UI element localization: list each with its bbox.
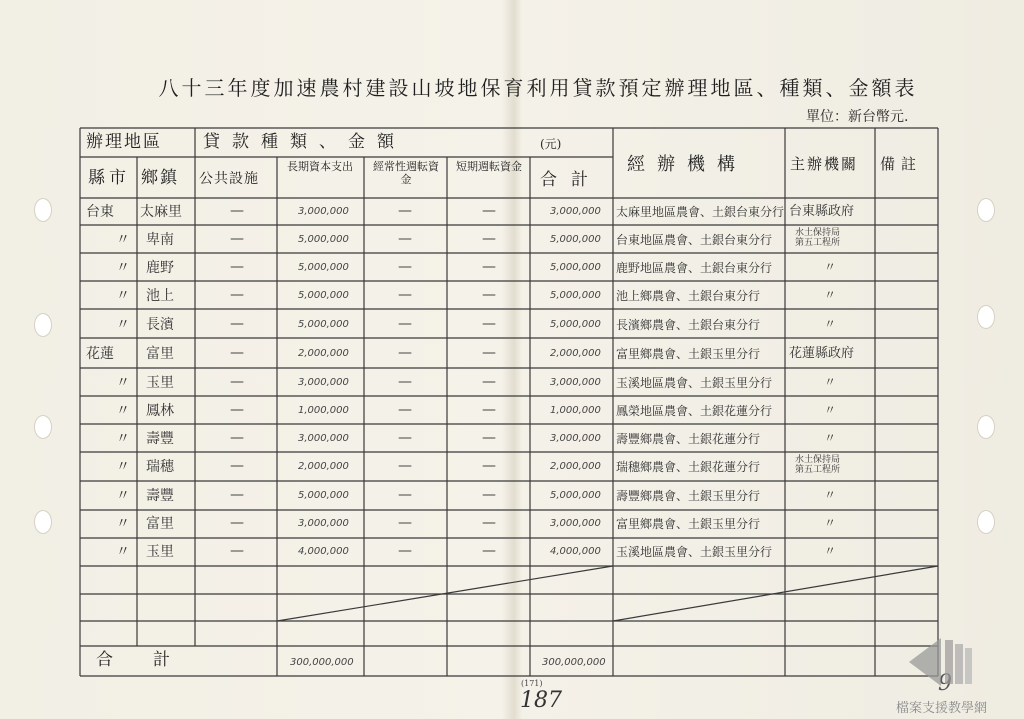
sponsor-cell: 〃 — [824, 260, 837, 274]
total-cell: 2,000,000 — [550, 461, 601, 472]
long-term-cell: 5,000,000 — [298, 234, 349, 245]
sponsor-cell: 〃 — [824, 403, 837, 417]
header-short-term: 短期週転資金 — [456, 160, 522, 173]
long-term-total: 300,000,000 — [290, 657, 354, 668]
header-area-group: 辦理地區 — [86, 132, 162, 152]
public-cell: — — [230, 287, 244, 303]
town-cell: 卑南 — [146, 232, 174, 248]
public-cell: — — [230, 316, 244, 332]
county-cell: 〃 — [116, 288, 130, 304]
header-town: 鄉鎮 — [141, 168, 179, 188]
agency-cell: 富里鄉農會、土銀玉里分行 — [616, 517, 761, 531]
short-term-cell: — — [482, 458, 496, 474]
sponsor-cell: 水土保持局第五工程所 — [795, 455, 841, 475]
town-cell: 鳳林 — [146, 403, 174, 419]
sponsor-cell: 〃 — [824, 488, 837, 502]
long-term-cell: 3,000,000 — [298, 206, 349, 217]
county-cell: 台東 — [86, 204, 114, 220]
operating-cell: — — [398, 515, 412, 531]
town-cell: 玉里 — [146, 375, 174, 391]
agency-cell: 鹿野地區農會、土銀台東分行 — [616, 261, 773, 275]
operating-cell: — — [398, 374, 412, 390]
short-term-cell: — — [482, 345, 496, 361]
archive-logo-icon — [905, 632, 975, 692]
total-cell: 5,000,000 — [550, 290, 601, 301]
county-cell: 〃 — [116, 403, 130, 419]
town-cell: 壽豐 — [146, 488, 174, 504]
operating-cell: — — [398, 231, 412, 247]
county-cell: 花蓮 — [86, 346, 114, 362]
long-term-cell: 3,000,000 — [298, 518, 349, 529]
total-cell: 5,000,000 — [550, 262, 601, 273]
header-public: 公共設施 — [199, 171, 259, 187]
county-cell: 〃 — [116, 375, 130, 391]
town-cell: 長濱 — [146, 317, 174, 333]
short-term-cell: — — [482, 231, 496, 247]
long-term-cell: 1,000,000 — [298, 405, 349, 416]
sponsor-cell: 〃 — [824, 544, 837, 558]
long-term-cell: 3,000,000 — [298, 377, 349, 388]
short-term-cell: — — [482, 316, 496, 332]
agency-cell: 池上鄉農會、土銀台東分行 — [616, 289, 761, 303]
header-long-term: 長期資本支出 — [287, 160, 353, 173]
binder-hole — [34, 510, 52, 534]
public-cell: — — [230, 259, 244, 275]
operating-cell: — — [398, 402, 412, 418]
public-cell: — — [230, 374, 244, 390]
public-cell: — — [230, 430, 244, 446]
public-cell: — — [230, 203, 244, 219]
town-cell: 太麻里 — [140, 204, 182, 220]
total-label: 合計 — [96, 650, 210, 670]
town-cell: 池上 — [146, 288, 174, 304]
total-cell: 5,000,000 — [550, 490, 601, 501]
short-term-cell: — — [482, 543, 496, 559]
public-cell: — — [230, 402, 244, 418]
short-term-cell: — — [482, 374, 496, 390]
long-term-cell: 4,000,000 — [298, 546, 349, 557]
town-cell: 鹿野 — [146, 260, 174, 276]
binder-hole — [977, 198, 995, 222]
agency-cell: 瑞穗鄉農會、土銀花蓮分行 — [616, 460, 761, 474]
agency-cell: 富里鄉農會、土銀玉里分行 — [616, 347, 761, 361]
operating-cell: — — [398, 543, 412, 559]
header-loan-group: 貸款種類、金額 — [203, 132, 406, 152]
operating-cell: — — [398, 316, 412, 332]
binder-hole — [977, 510, 995, 534]
grand-total: 300,000,000 — [542, 657, 606, 668]
county-cell: 〃 — [116, 431, 130, 447]
header-operating: 經常性週転資金 — [373, 160, 439, 186]
document-title: 八十三年度加速農村建設山坡地保育利用貸款預定辦理地區、種類、金額表 — [158, 76, 918, 100]
total-cell: 2,000,000 — [550, 348, 601, 359]
town-cell: 瑞穗 — [146, 459, 174, 475]
long-term-cell: 5,000,000 — [298, 319, 349, 330]
operating-cell: — — [398, 287, 412, 303]
agency-cell: 壽豐鄉農會、土銀花蓮分行 — [616, 432, 761, 446]
short-term-cell: — — [482, 487, 496, 503]
sponsor-cell: 花蓮縣政府 — [789, 346, 855, 361]
short-term-cell: — — [482, 287, 496, 303]
total-cell: 5,000,000 — [550, 319, 601, 330]
header-total: 合計 — [540, 170, 602, 190]
sponsor-cell: 〃 — [824, 516, 837, 530]
county-cell: 〃 — [116, 232, 130, 248]
town-cell: 壽豐 — [146, 431, 174, 447]
town-cell: 富里 — [146, 516, 174, 532]
total-cell: 5,000,000 — [550, 234, 601, 245]
short-term-cell: — — [482, 402, 496, 418]
operating-cell: — — [398, 430, 412, 446]
town-cell: 玉里 — [146, 544, 174, 560]
long-term-cell: 2,000,000 — [298, 348, 349, 359]
header-agency: 經辦機構 — [627, 154, 747, 175]
county-cell: 〃 — [116, 317, 130, 333]
total-cell: 3,000,000 — [550, 206, 601, 217]
long-term-cell: 2,000,000 — [298, 461, 349, 472]
total-cell: 3,000,000 — [550, 377, 601, 388]
sponsor-cell: 水土保持局第五工程所 — [795, 228, 841, 248]
short-term-cell: — — [482, 203, 496, 219]
agency-cell: 台東地區農會、土銀台東分行 — [616, 233, 773, 247]
sponsor-cell: 〃 — [824, 288, 837, 302]
binder-hole — [34, 313, 52, 337]
page-number-small: (171) — [521, 679, 543, 688]
sponsor-cell: 台東縣政府 — [789, 204, 855, 219]
county-cell: 〃 — [116, 516, 130, 532]
total-cell: 3,000,000 — [550, 433, 601, 444]
public-cell: — — [230, 345, 244, 361]
agency-cell: 玉溪地區農會、土銀玉里分行 — [616, 376, 773, 390]
binder-hole — [34, 198, 52, 222]
county-cell: 〃 — [116, 488, 130, 504]
operating-cell: — — [398, 458, 412, 474]
public-cell: — — [230, 231, 244, 247]
total-cell: 1,000,000 — [550, 405, 601, 416]
total-cell: 3,000,000 — [550, 518, 601, 529]
agency-cell: 長濱鄉農會、土銀台東分行 — [616, 318, 761, 332]
binder-hole — [34, 415, 52, 439]
county-cell: 〃 — [116, 260, 130, 276]
operating-cell: — — [398, 487, 412, 503]
long-term-cell: 3,000,000 — [298, 433, 349, 444]
long-term-cell: 5,000,000 — [298, 262, 349, 273]
page-number: 187 — [520, 688, 562, 713]
agency-cell: 玉溪地區農會、土銀玉里分行 — [616, 545, 773, 559]
short-term-cell: — — [482, 430, 496, 446]
binder-hole — [977, 305, 995, 329]
county-cell: 〃 — [116, 459, 130, 475]
operating-cell: — — [398, 345, 412, 361]
long-term-cell: 5,000,000 — [298, 290, 349, 301]
short-term-cell: — — [482, 515, 496, 531]
sponsor-cell: 〃 — [824, 431, 837, 445]
sponsor-cell: 〃 — [824, 317, 837, 331]
header-note: 備註 — [880, 155, 923, 173]
binder-hole — [977, 415, 995, 439]
unit-note: 單位：新台幣元. — [806, 109, 909, 125]
public-cell: — — [230, 487, 244, 503]
public-cell: — — [230, 543, 244, 559]
operating-cell: — — [398, 203, 412, 219]
header-yuan: (元) — [540, 137, 562, 151]
header-sponsor: 主辦機關 — [790, 155, 859, 173]
agency-cell: 太麻里地區農會、土銀台東分行 — [616, 205, 785, 219]
agency-cell: 鳳榮地區農會、土銀花蓮分行 — [616, 404, 773, 418]
county-cell: 〃 — [116, 544, 130, 560]
watermark-text: 檔案支援教學網 — [896, 701, 988, 716]
agency-cell: 壽豐鄉農會、土銀玉里分行 — [616, 489, 761, 503]
sponsor-cell: 〃 — [824, 375, 837, 389]
public-cell: — — [230, 458, 244, 474]
total-cell: 4,000,000 — [550, 546, 601, 557]
operating-cell: — — [398, 259, 412, 275]
header-county: 縣市 — [88, 168, 130, 188]
short-term-cell: — — [482, 259, 496, 275]
long-term-cell: 5,000,000 — [298, 490, 349, 501]
town-cell: 富里 — [146, 346, 174, 362]
public-cell: — — [230, 515, 244, 531]
